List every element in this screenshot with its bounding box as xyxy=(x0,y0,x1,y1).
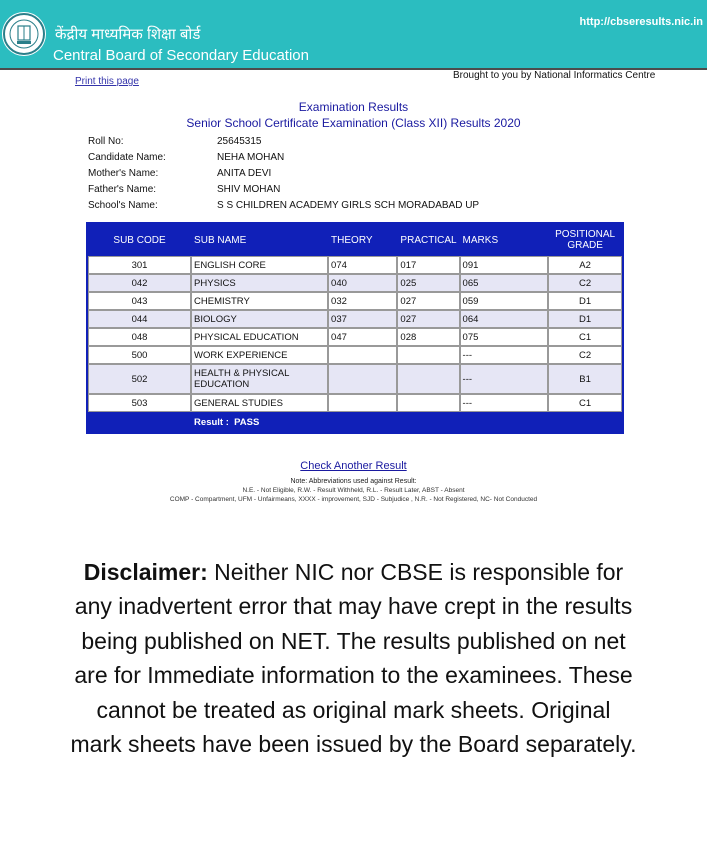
site-url[interactable]: http://cbseresults.nic.in xyxy=(579,16,703,28)
practical-cell: 017 xyxy=(397,256,459,274)
marks-cell: 059 xyxy=(460,292,549,310)
disclaimer-label: Disclaimer: xyxy=(83,559,208,585)
sub-code-cell: 500 xyxy=(88,346,191,364)
result-row xyxy=(88,412,622,432)
sub-name-cell: PHYSICAL EDUCATION xyxy=(191,328,328,346)
grade-cell: C2 xyxy=(548,274,622,292)
practical-cell xyxy=(397,364,459,394)
grade-cell: D1 xyxy=(548,292,622,310)
header-sub-name: SUB NAME xyxy=(191,224,328,256)
header-theory: THEORY xyxy=(328,224,397,256)
table-row xyxy=(88,292,622,310)
theory-cell: 047 xyxy=(328,328,397,346)
grade-cell: B1 xyxy=(548,364,622,394)
theory-cell xyxy=(328,364,397,394)
grade-cell: C1 xyxy=(548,394,622,412)
father-name-row xyxy=(88,182,479,198)
sub-code-cell: 044 xyxy=(88,310,191,328)
marks-cell: --- xyxy=(460,364,549,394)
table-row xyxy=(88,274,622,292)
marks-cell: --- xyxy=(460,346,549,364)
candidate-info xyxy=(88,134,479,214)
practical-cell xyxy=(397,394,459,412)
header-grade-line2: GRADE xyxy=(567,240,603,251)
table-row xyxy=(88,364,622,394)
theory-cell: 032 xyxy=(328,292,397,310)
exam-subtitle: Senior School Certificate Examination (Class XII) Results 2020 xyxy=(186,116,521,130)
sub-code-cell: 502 xyxy=(88,364,191,394)
marks-cell: 065 xyxy=(460,274,549,292)
theory-cell: 037 xyxy=(328,310,397,328)
abbreviation-note-line2: COMP - Compartment, UFM - Unfairmeans, XXXX - improvement, SJD - Subjudice , N.R. - Not Registered, NC- Not Conducted xyxy=(169,496,538,503)
theory-cell: 074 xyxy=(328,256,397,274)
table-row xyxy=(88,256,622,274)
practical-cell: 027 xyxy=(397,310,459,328)
practical-cell: 027 xyxy=(397,292,459,310)
school-name-value: S S CHILDREN ACADEMY GIRLS SCH MORADABAD UP xyxy=(217,200,480,211)
marks-cell: 091 xyxy=(460,256,549,274)
result-label: Result : xyxy=(194,416,229,428)
sub-name-cell: ENGLISH CORE xyxy=(191,256,328,274)
grade-cell: C1 xyxy=(548,328,622,346)
sub-code-cell: 042 xyxy=(88,274,191,292)
grade-cell: A2 xyxy=(548,256,622,274)
sub-name-cell: WORK EXPERIENCE xyxy=(191,346,328,364)
practical-cell xyxy=(397,346,459,364)
sub-name-cell: CHEMISTRY xyxy=(191,292,328,310)
practical-cell: 025 xyxy=(397,274,459,292)
roll-row xyxy=(88,134,479,150)
header-marks: MARKS xyxy=(460,224,549,256)
table-row xyxy=(88,346,622,364)
table-row xyxy=(88,394,622,412)
sub-name-cell: PHYSICS xyxy=(191,274,328,292)
theory-cell xyxy=(328,346,397,364)
header-grade-line1: POSITIONAL xyxy=(555,229,616,240)
sub-name-cell: HEALTH & PHYSICAL EDUCATION xyxy=(191,364,328,394)
marks-cell: 075 xyxy=(460,328,549,346)
marks-table xyxy=(86,222,624,434)
roll-value: 25645315 xyxy=(217,136,262,147)
result-spacer xyxy=(88,412,191,432)
grade-cell: C2 xyxy=(548,346,622,364)
grade-cell: D1 xyxy=(548,310,622,328)
sub-name-cell: BIOLOGY xyxy=(191,310,328,328)
result-cell xyxy=(191,412,622,432)
page-title: Examination Results xyxy=(298,100,409,114)
candidate-name-label: Candidate Name: xyxy=(88,152,166,163)
marks-cell: --- xyxy=(460,394,549,412)
abbreviation-note-line1: N.E. - Not Eligible, R.W. - Result Withheld, R.L. - Result Later, ABST - Absent xyxy=(242,487,465,494)
check-another-result-link[interactable]: Check Another Result xyxy=(300,460,407,472)
sub-name-cell: GENERAL STUDIES xyxy=(191,394,328,412)
print-page-link[interactable]: Print this page xyxy=(75,76,139,87)
sub-code-cell: 043 xyxy=(88,292,191,310)
mother-name-row xyxy=(88,166,479,182)
candidate-name-row xyxy=(88,150,479,166)
theory-cell: 040 xyxy=(328,274,397,292)
brought-by-text: Brought to you by National Informatics Centre xyxy=(453,70,656,81)
candidate-name-value: NEHA MOHAN xyxy=(217,152,285,163)
father-name-label: Father's Name: xyxy=(88,184,157,195)
board-title-hindi: केंद्रीय माध्यमिक शिक्षा बोर्ड xyxy=(55,26,201,43)
practical-cell: 028 xyxy=(397,328,459,346)
mother-name-label: Mother's Name: xyxy=(88,168,159,179)
table-header-row xyxy=(88,224,622,256)
table-row xyxy=(88,310,622,328)
header-practical: PRACTICAL xyxy=(397,224,459,256)
school-name-row xyxy=(88,198,479,214)
school-name-label: School's Name: xyxy=(88,200,158,211)
disclaimer xyxy=(70,555,637,761)
table-row xyxy=(88,328,622,346)
father-name-value: SHIV MOHAN xyxy=(217,184,281,195)
sub-code-cell: 048 xyxy=(88,328,191,346)
mother-name-value: ANITA DEVI xyxy=(217,168,272,179)
header-positional-grade xyxy=(548,224,622,256)
marks-cell: 064 xyxy=(460,310,549,328)
site-header xyxy=(0,0,707,70)
disclaimer-text: Neither NIC nor CBSE is responsible for any inadvertent error that may have crept in the results being published on NET. The results published on net are for Immediate information to the examinees. These cannot be treated as original mark sheets. Original mark sheets have been issued by the Board separately. xyxy=(70,559,637,758)
header-sub-code: SUB CODE xyxy=(88,224,191,256)
cbse-emblem-icon xyxy=(2,12,46,56)
sub-code-cell: 301 xyxy=(88,256,191,274)
result-value: PASS xyxy=(234,416,260,428)
board-title-english: Central Board of Secondary Education xyxy=(53,47,309,64)
theory-cell xyxy=(328,394,397,412)
roll-label: Roll No: xyxy=(88,136,124,147)
abbreviation-note-title: Note: Abbreviations used against Result: xyxy=(290,478,417,485)
sub-code-cell: 503 xyxy=(88,394,191,412)
